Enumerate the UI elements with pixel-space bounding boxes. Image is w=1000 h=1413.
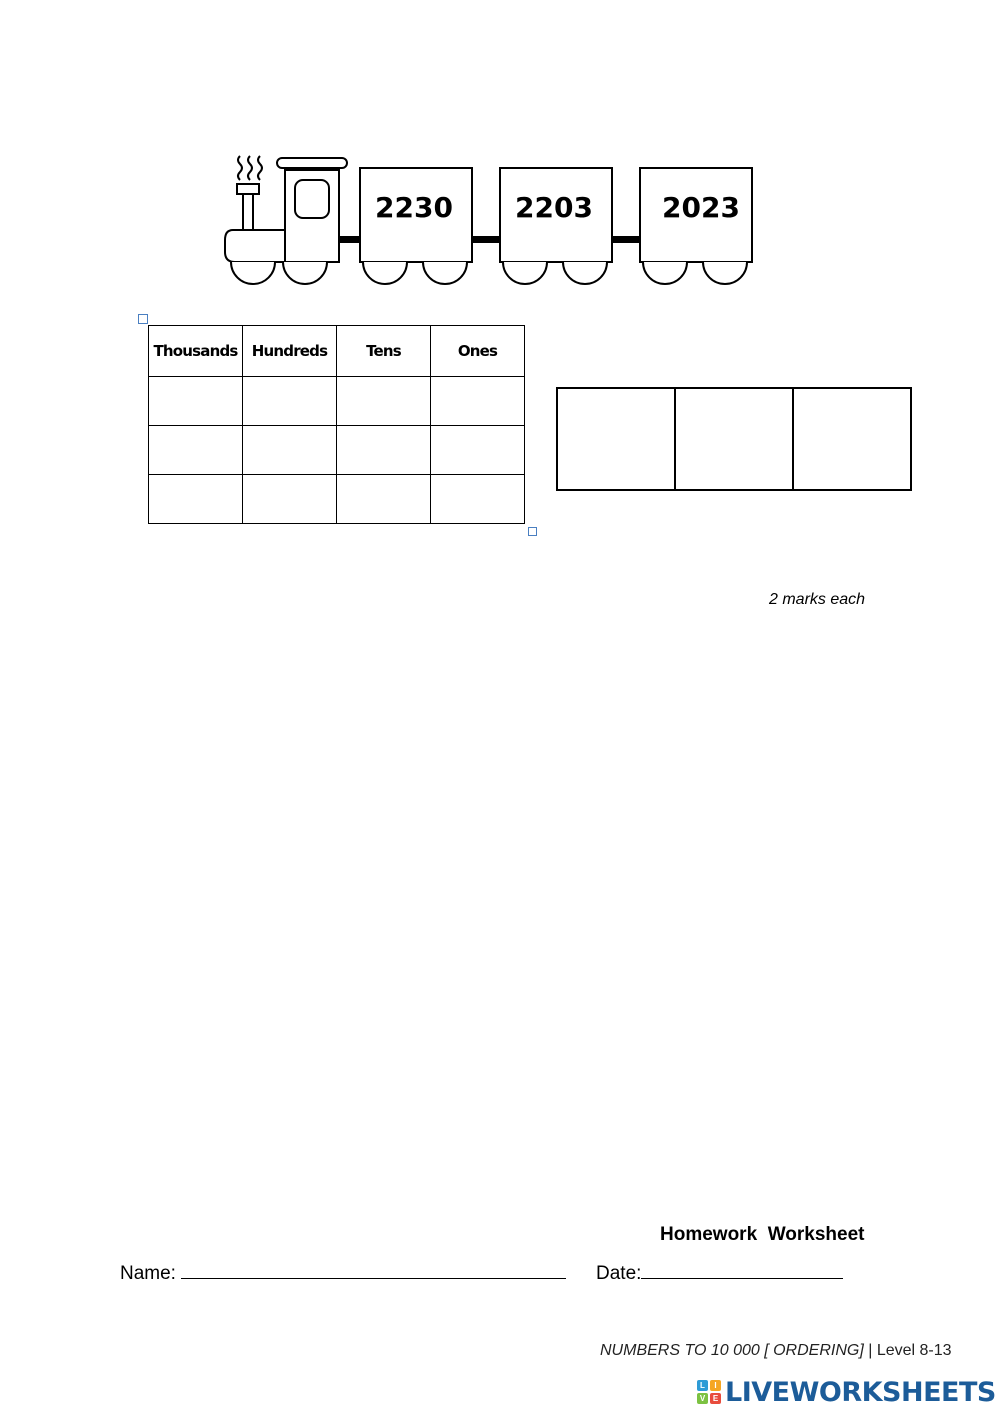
logo-mark-icon	[697, 1380, 721, 1404]
date-input-line[interactable]	[641, 1264, 843, 1279]
header-tens: Tens	[337, 326, 431, 377]
table-cell[interactable]	[149, 426, 243, 475]
homework-title: Homework Worksheet	[660, 1224, 865, 1245]
table-anchor-icon	[138, 314, 148, 324]
table-row	[149, 475, 525, 524]
table-row	[149, 426, 525, 475]
date-field	[596, 1263, 843, 1285]
table-cell[interactable]	[149, 377, 243, 426]
header-thousands: Thousands	[149, 326, 243, 377]
footer-separator: |	[863, 1342, 877, 1359]
footer-info	[600, 1342, 952, 1360]
table-cell[interactable]	[337, 475, 431, 524]
table-header-row	[149, 326, 525, 377]
footer-topic: NUMBERS TO 10 000 [ ORDERING]	[600, 1342, 864, 1359]
table-cell[interactable]	[337, 426, 431, 475]
train-car-number: 2230	[375, 191, 453, 224]
answer-boxes	[556, 387, 912, 491]
answer-box[interactable]	[794, 389, 910, 489]
name-field	[120, 1263, 566, 1285]
header-ones: Ones	[431, 326, 525, 377]
table-resize-handle-icon	[528, 527, 537, 536]
answer-box[interactable]	[558, 389, 676, 489]
place-value-table	[148, 325, 525, 524]
name-input-line[interactable]	[181, 1264, 566, 1279]
table-cell[interactable]	[431, 377, 525, 426]
table-cell[interactable]	[431, 426, 525, 475]
table-cell[interactable]	[431, 475, 525, 524]
train-illustration	[215, 150, 760, 290]
table-cell[interactable]	[243, 475, 337, 524]
date-label: Date:	[596, 1263, 642, 1284]
table-cell[interactable]	[337, 377, 431, 426]
table-cell[interactable]	[243, 377, 337, 426]
table-cell[interactable]	[149, 475, 243, 524]
logo-tile: E	[710, 1393, 721, 1404]
logo-tile: L	[697, 1380, 708, 1391]
marks-note: 2 marks each	[769, 591, 866, 608]
table-cell[interactable]	[243, 426, 337, 475]
train-car-number: 2203	[515, 191, 593, 224]
table-row	[149, 377, 525, 426]
logo-tile: I	[710, 1380, 721, 1391]
liveworksheets-logo	[697, 1377, 996, 1407]
name-label: Name:	[120, 1263, 176, 1284]
answer-box[interactable]	[676, 389, 794, 489]
header-hundreds: Hundreds	[243, 326, 337, 377]
logo-wordmark: LIVEWORKSHEETS	[725, 1376, 996, 1408]
logo-tile: V	[697, 1393, 708, 1404]
train-car-number: 2023	[662, 191, 740, 224]
footer-level: Level 8-13	[876, 1342, 952, 1359]
